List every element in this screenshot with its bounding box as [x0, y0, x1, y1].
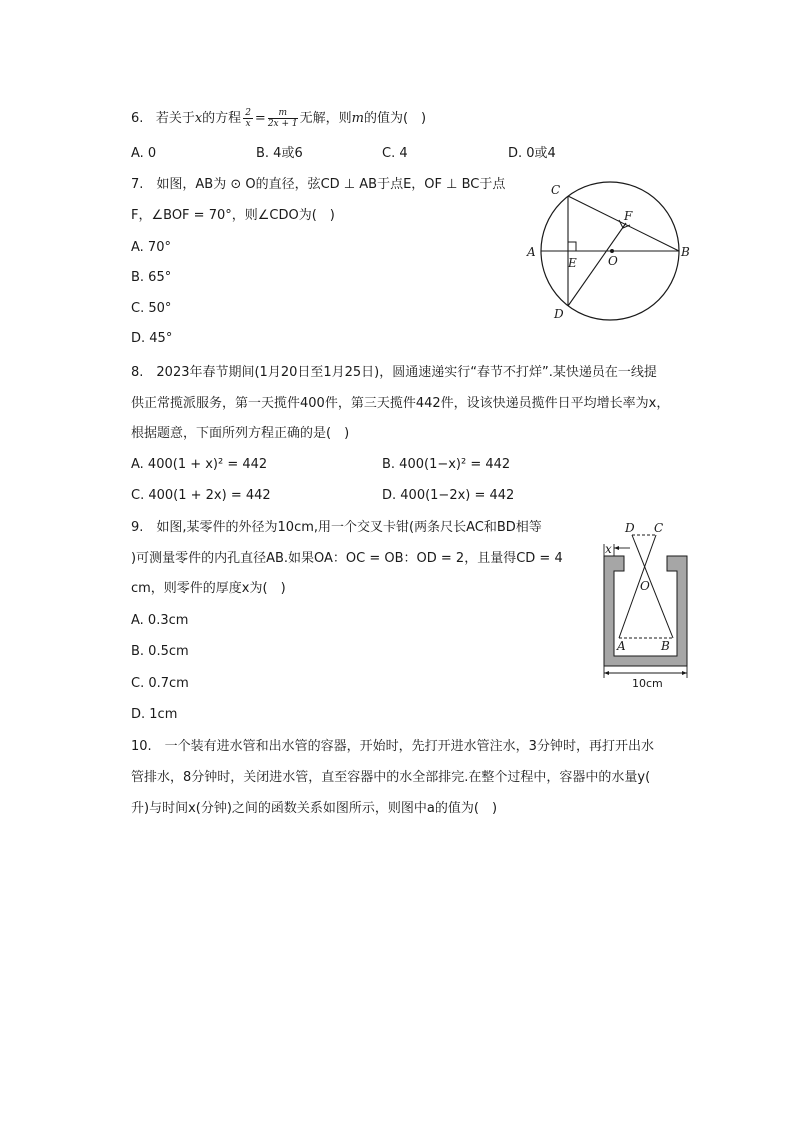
q7-option-a: A. 70°: [131, 240, 171, 255]
label-x: x: [605, 542, 612, 556]
q6-text-post: 无解，则: [299, 111, 352, 126]
q10-stem-line1: 10. 一个装有进水管和出水管的容器，开始时，先打开进水管注水，3分钟时，再打开出水: [131, 739, 654, 754]
q10-stem-line3: 升)与时间x(分钟)之间的函数关系如图所示，则图中a的值为( ): [131, 801, 498, 816]
q9-option-b: B. 0.5cm: [131, 644, 189, 659]
q8-stem-line2: 供正常揽派服务，第一天揽件400件，第三天揽件442件，设该快递员揽件日平均增长率为x，: [131, 396, 670, 411]
thickness-arrowhead: [614, 546, 619, 550]
q8-option-b: B. 400(1−x)² = 442: [382, 457, 511, 472]
q7-stem-line2: F，∠BOF = 70°，则∠CDO为( ): [131, 208, 335, 223]
q9-stem-line2: )可测量零件的内孔直径AB.如果OA：OC = OB：OD = 2，且量得CD = 4: [131, 551, 563, 566]
width-arrowhead-right: [682, 671, 687, 675]
segment-cb: [568, 196, 679, 251]
q6-var-m: m: [351, 111, 364, 126]
label-f: F: [624, 209, 633, 223]
q9-stem-line3: cm，则零件的厚度x为( ): [131, 581, 286, 596]
q6-equals: =: [254, 111, 266, 126]
q6-text-mid: 的方程: [202, 111, 242, 126]
label-o: O: [608, 254, 618, 268]
q6-number: 6.: [131, 111, 144, 126]
label-c: C: [551, 183, 561, 197]
right-angle-e: [568, 242, 576, 251]
q8-option-a: A. 400(1 + x)² = 442: [131, 457, 268, 472]
q8-option-d: D. 400(1−2x) = 442: [382, 488, 515, 503]
label-b: B: [661, 639, 670, 653]
q6-option-c: C. 4: [382, 146, 408, 161]
q6-option-a: A. 0: [131, 146, 157, 161]
q6-text-tail: 的值为( ): [363, 111, 427, 126]
q9-option-c: C. 0.7cm: [131, 676, 189, 691]
q6-option-b: B. 4或6: [256, 146, 303, 161]
label-b: B: [681, 245, 690, 259]
label-e: E: [568, 256, 577, 270]
label-c: C: [654, 521, 664, 535]
caliper-arm-ac: [619, 535, 656, 638]
q10-stem-line2: 管排水，8分钟时，关闭进水管，直至容器中的水全部排完.在整个过程中，容器中的水量y(: [131, 770, 651, 785]
q6-var-x: x: [194, 111, 203, 126]
label-a: A: [617, 639, 626, 653]
q6-option-d: D. 0或4: [508, 146, 556, 161]
q8-stem-line3: 根据题意，下面所列方程正确的是( ): [131, 426, 350, 441]
label-d: D: [625, 521, 635, 535]
label-o: O: [640, 579, 650, 593]
q8-stem-line1: 8. 2023年春节期间(1月20日至1月25日)，圆通速递实行“春节不打烊”.某快递员在一线提: [131, 365, 657, 380]
point-o: [610, 249, 614, 253]
width-label: 10cm: [632, 677, 663, 688]
q7-stem-line1: 7. 如图，AB为 ⊙ O的直径，弦CD ⊥ AB于点E，OF ⊥ BC于点: [131, 177, 506, 192]
q7-option-d: D. 45°: [131, 331, 173, 346]
q6-fraction-right: $\frac{m}{2x + 1}$: [267, 108, 298, 129]
label-a: A: [527, 245, 536, 259]
q6-stem: [131, 108, 426, 129]
q6-text-pre: 若关于: [155, 111, 195, 126]
caliper-arm-bd: [632, 535, 673, 638]
q9-caliper-figure: [594, 518, 704, 688]
q8-option-c: C. 400(1 + 2x) = 442: [131, 488, 271, 503]
label-d: D: [554, 307, 564, 321]
q9-option-a: A. 0.3cm: [131, 613, 189, 628]
q7-option-c: C. 50°: [131, 301, 172, 316]
width-arrowhead-left: [604, 671, 609, 675]
q6-fraction-left: $\frac{2}{x}$: [245, 108, 251, 129]
q9-option-d: D. 1cm: [131, 707, 178, 722]
q9-stem-line1: 9. 如图,某零件的外径为10cm,用一个交叉卡钳(两条尺长AC和BD相等: [131, 520, 542, 535]
q7-circle-figure: [520, 176, 700, 326]
q7-option-b: B. 65°: [131, 270, 172, 285]
